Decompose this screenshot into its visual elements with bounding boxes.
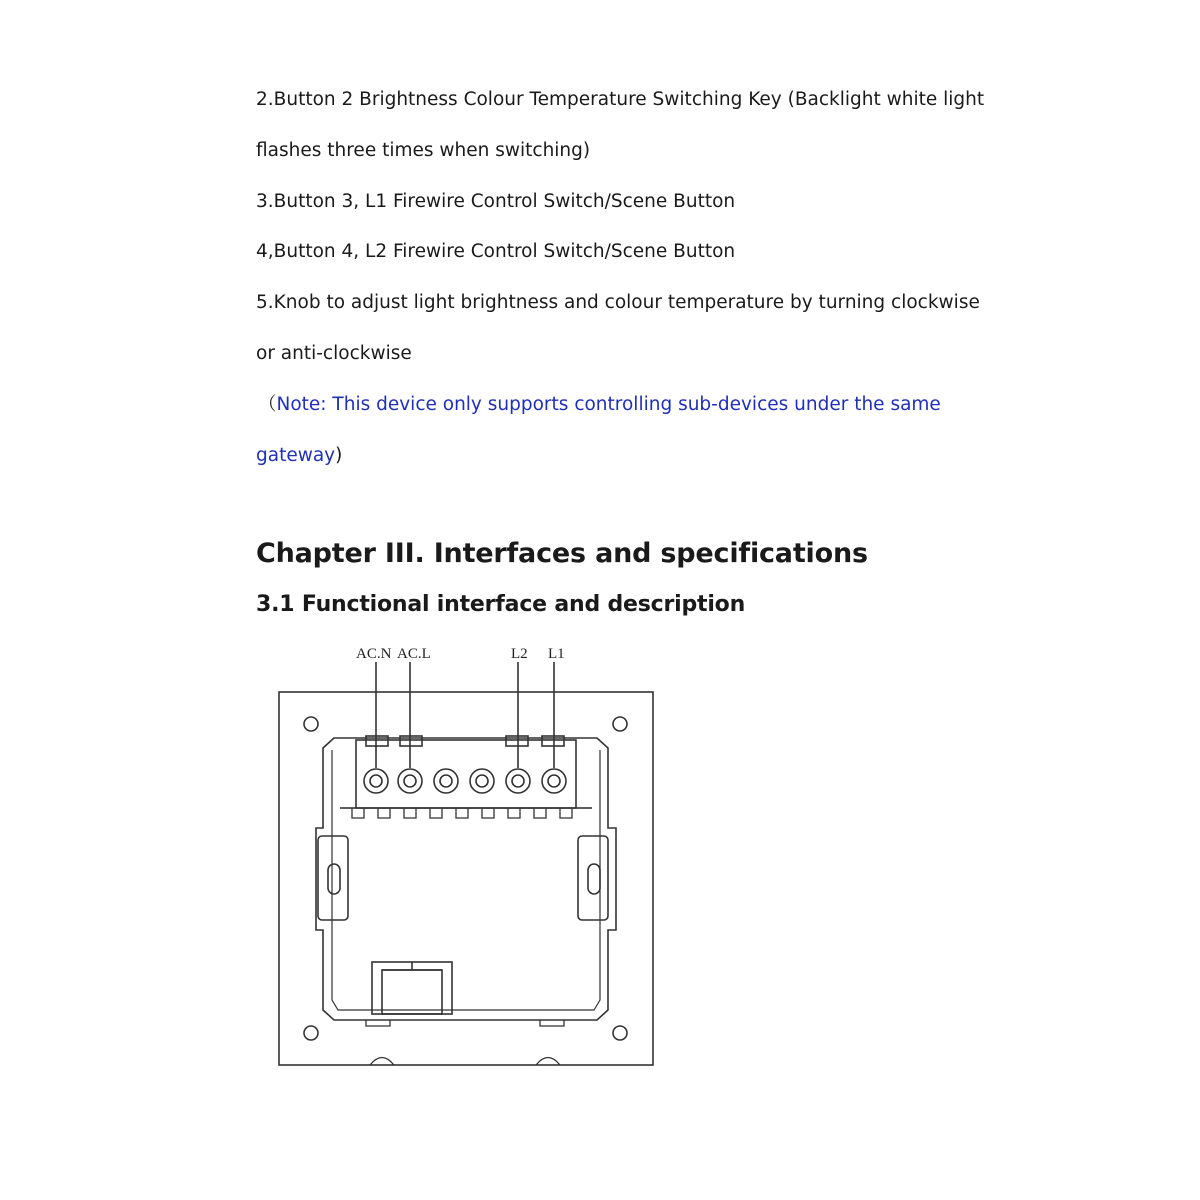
note-line-1	[258, 393, 941, 417]
note-close-paren: )	[335, 445, 343, 466]
text-line-button4: 4,Button 4, L2 Firewire Control Switch/Scene Button	[256, 241, 736, 262]
text-line-button2: 2.Button 2 Brightness Colour Temperature Switching Key (Backlight white light	[256, 89, 985, 110]
left-ear	[318, 836, 348, 920]
note-open-paren: （	[258, 394, 277, 415]
corner-hole-br	[613, 1026, 627, 1040]
inner-housing	[316, 738, 616, 1020]
note-line-2	[256, 444, 342, 468]
label-ac-n: AC.N	[356, 646, 392, 662]
section-title: 3.1 Functional interface and description	[256, 592, 746, 617]
note-text-2: gateway	[256, 445, 336, 466]
outer-plate	[279, 692, 653, 1065]
chapter-title: Chapter III. Interfaces and specifications	[256, 538, 868, 569]
note-text-1: Note: This device only supports controlling sub-devices under the same	[276, 394, 941, 415]
right-ear	[578, 836, 608, 920]
label-ac-l: AC.L	[397, 646, 431, 662]
label-l2: L2	[511, 646, 528, 662]
corner-hole-tr	[613, 717, 627, 731]
corner-hole-bl	[304, 1026, 318, 1040]
left-slot	[328, 864, 340, 894]
corner-hole-tl	[304, 717, 318, 731]
label-l1: L1	[548, 646, 565, 662]
text-line-button2-cont: flashes three times when switching)	[256, 140, 591, 161]
text-line-knob-cont: or anti-clockwise	[256, 343, 412, 364]
text-line-button3: 3.Button 3, L1 Firewire Control Switch/Scene Button	[256, 191, 736, 212]
right-slot	[588, 864, 600, 894]
interface-diagram	[270, 640, 670, 1080]
screw-terminals	[364, 769, 566, 793]
text-line-knob: 5.Knob to adjust light brightness and colour temperature by turning clockwise	[256, 292, 980, 313]
terminal-block	[356, 740, 576, 808]
